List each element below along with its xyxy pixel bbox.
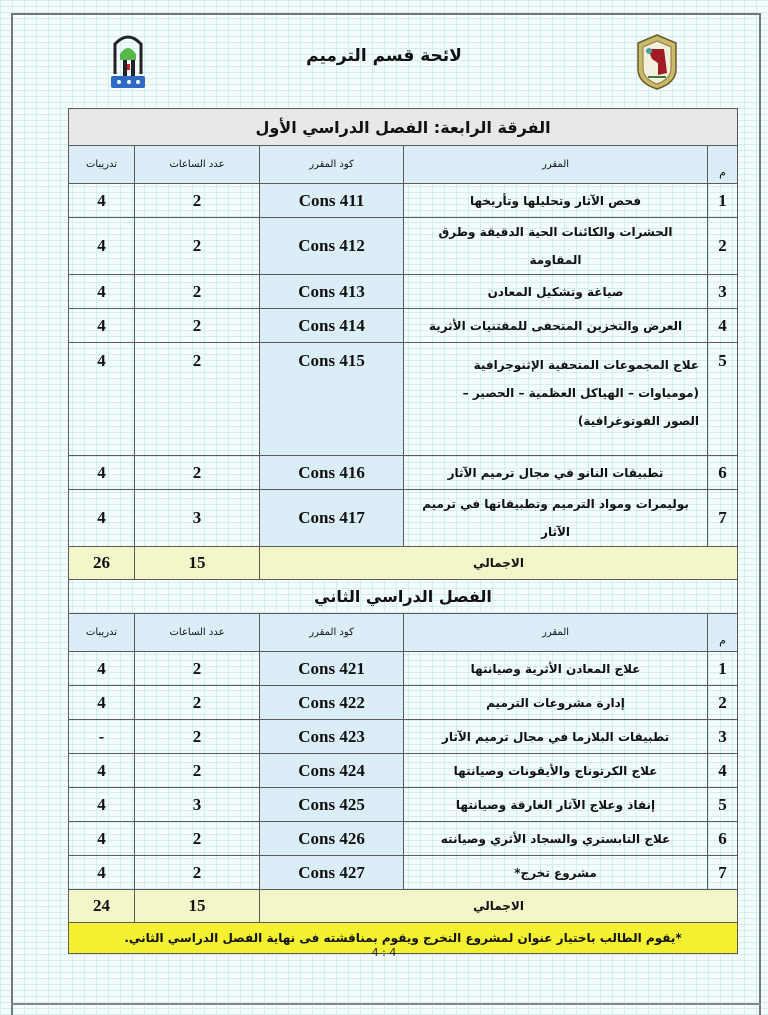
table-row [69, 309, 738, 343]
semester1-total-row [69, 547, 738, 580]
row-hours: 2 [135, 275, 260, 309]
row-training: - [69, 720, 135, 754]
column-header-training: تدريبات [69, 146, 135, 184]
row-training: 4 [69, 652, 135, 686]
row-training: 4 [69, 490, 135, 547]
row-course: علاج المجموعات المتحفية الإثنوجرافية (مومياوات – الهياكل العظمية – الحصير – الصور الفوتوغرافية) [404, 343, 708, 456]
row-code: Cons 415 [260, 343, 404, 456]
total-hours: 15 [135, 547, 260, 580]
row-training: 4 [69, 275, 135, 309]
row-training: 4 [69, 686, 135, 720]
row-hours: 2 [135, 652, 260, 686]
row-training: 4 [69, 184, 135, 218]
row-num: 4 [708, 309, 738, 343]
row-course: الحشرات والكائنات الحية الدقيقة وطرق المقاومة [404, 218, 708, 275]
row-course: إدارة مشروعات الترميم [404, 686, 708, 720]
semester2-total-row [69, 890, 738, 923]
row-num: 7 [708, 856, 738, 890]
column-header-code: كود المقرر [260, 146, 404, 184]
row-hours: 2 [135, 754, 260, 788]
row-code: Cons 413 [260, 275, 404, 309]
row-training: 4 [69, 456, 135, 490]
row-course: صياغة وتشكيل المعادن [404, 275, 708, 309]
column-header-course: المقرر [404, 146, 708, 184]
row-course: تطبيقات النانو في مجال ترميم الآثار [404, 456, 708, 490]
total-training: 24 [69, 890, 135, 923]
row-hours: 2 [135, 822, 260, 856]
row-num: 1 [708, 184, 738, 218]
table-row [69, 788, 738, 822]
row-code: Cons 416 [260, 456, 404, 490]
row-course: علاج المعادن الأثرية وصيانتها [404, 652, 708, 686]
row-num: 2 [708, 686, 738, 720]
row-training: 4 [69, 343, 135, 456]
row-num: 6 [708, 456, 738, 490]
row-course: علاج الكرتوناج والأيقونات وصيانتها [404, 754, 708, 788]
table-row [69, 218, 738, 275]
row-hours: 2 [135, 184, 260, 218]
row-hours: 2 [135, 720, 260, 754]
row-num: 3 [708, 275, 738, 309]
row-course: علاج التابستري والسجاد الأثري وصيانته [404, 822, 708, 856]
row-code: Cons 411 [260, 184, 404, 218]
page-number: 4 : 4 [371, 946, 397, 959]
table-row [69, 490, 738, 547]
row-hours: 2 [135, 218, 260, 275]
row-code: Cons 412 [260, 218, 404, 275]
row-num: 2 [708, 218, 738, 275]
row-num: 5 [708, 343, 738, 456]
total-hours: 15 [135, 890, 260, 923]
semester1-title-row [69, 109, 738, 146]
column-header-num: م [708, 146, 738, 184]
table-row [69, 275, 738, 309]
table-row [69, 720, 738, 754]
footnote: *يقوم الطالب باختيار عنوان لمشروع التخرج ويقوم بمناقشته فى نهاية الفصل الدراسي الثاني. [69, 923, 738, 954]
row-training: 4 [69, 788, 135, 822]
row-course: إنقاذ وعلاج الآثار الغارقة وصيانتها [404, 788, 708, 822]
row-num: 5 [708, 788, 738, 822]
row-code: Cons 422 [260, 686, 404, 720]
row-training: 4 [69, 309, 135, 343]
table-row [69, 652, 738, 686]
row-training: 4 [69, 218, 135, 275]
course-table [68, 108, 738, 954]
row-hours: 2 [135, 856, 260, 890]
bottom-rule [11, 1003, 761, 1005]
row-course: تطبيقات البلازما في مجال ترميم الآثار [404, 720, 708, 754]
semester1-column-header [69, 146, 738, 184]
column-header-hours: عدد الساعات [135, 614, 260, 652]
faculty-logo [107, 30, 149, 90]
row-num: 7 [708, 490, 738, 547]
row-code: Cons 414 [260, 309, 404, 343]
university-seal-logo [634, 33, 680, 91]
row-code: Cons 424 [260, 754, 404, 788]
row-code: Cons 427 [260, 856, 404, 890]
row-num: 4 [708, 754, 738, 788]
row-code: Cons 426 [260, 822, 404, 856]
row-num: 6 [708, 822, 738, 856]
column-header-hours: عدد الساعات [135, 146, 260, 184]
row-code: Cons 417 [260, 490, 404, 547]
column-header-course: المقرر [404, 614, 708, 652]
table-row [69, 184, 738, 218]
column-header-num: م [708, 614, 738, 652]
row-hours: 2 [135, 343, 260, 456]
total-training: 26 [69, 547, 135, 580]
row-code: Cons 423 [260, 720, 404, 754]
row-hours: 2 [135, 309, 260, 343]
table-row [69, 686, 738, 720]
row-course: مشروع تخرج* [404, 856, 708, 890]
semester1-title: الفرقة الرابعة: الفصل الدراسي الأول [69, 109, 738, 146]
row-code: Cons 421 [260, 652, 404, 686]
page-title: لائحة قسم الترميم [306, 46, 462, 66]
row-hours: 3 [135, 490, 260, 547]
semester2-title-row [69, 580, 738, 614]
column-header-training: تدريبات [69, 614, 135, 652]
row-hours: 2 [135, 686, 260, 720]
table-row [69, 856, 738, 890]
row-course: العرض والتخزين المتحفى للمقتنيات الأثرية [404, 309, 708, 343]
row-hours: 2 [135, 456, 260, 490]
table-row [69, 754, 738, 788]
semester2-title: الفصل الدراسي الثاني [69, 580, 738, 614]
row-training: 4 [69, 822, 135, 856]
row-hours: 3 [135, 788, 260, 822]
column-header-code: كود المقرر [260, 614, 404, 652]
row-training: 4 [69, 856, 135, 890]
row-training: 4 [69, 754, 135, 788]
row-code: Cons 425 [260, 788, 404, 822]
table-row [69, 822, 738, 856]
table-row [69, 343, 738, 456]
total-label: الاجمالي [260, 890, 738, 923]
table-row [69, 456, 738, 490]
row-course: بوليمرات ومواد الترميم وتطبيقاتها في ترميم الآثار [404, 490, 708, 547]
row-num: 1 [708, 652, 738, 686]
total-label: الاجمالي [260, 547, 738, 580]
row-num: 3 [708, 720, 738, 754]
row-course: فحص الآثار وتحليلها وتأريخها [404, 184, 708, 218]
semester2-column-header [69, 614, 738, 652]
